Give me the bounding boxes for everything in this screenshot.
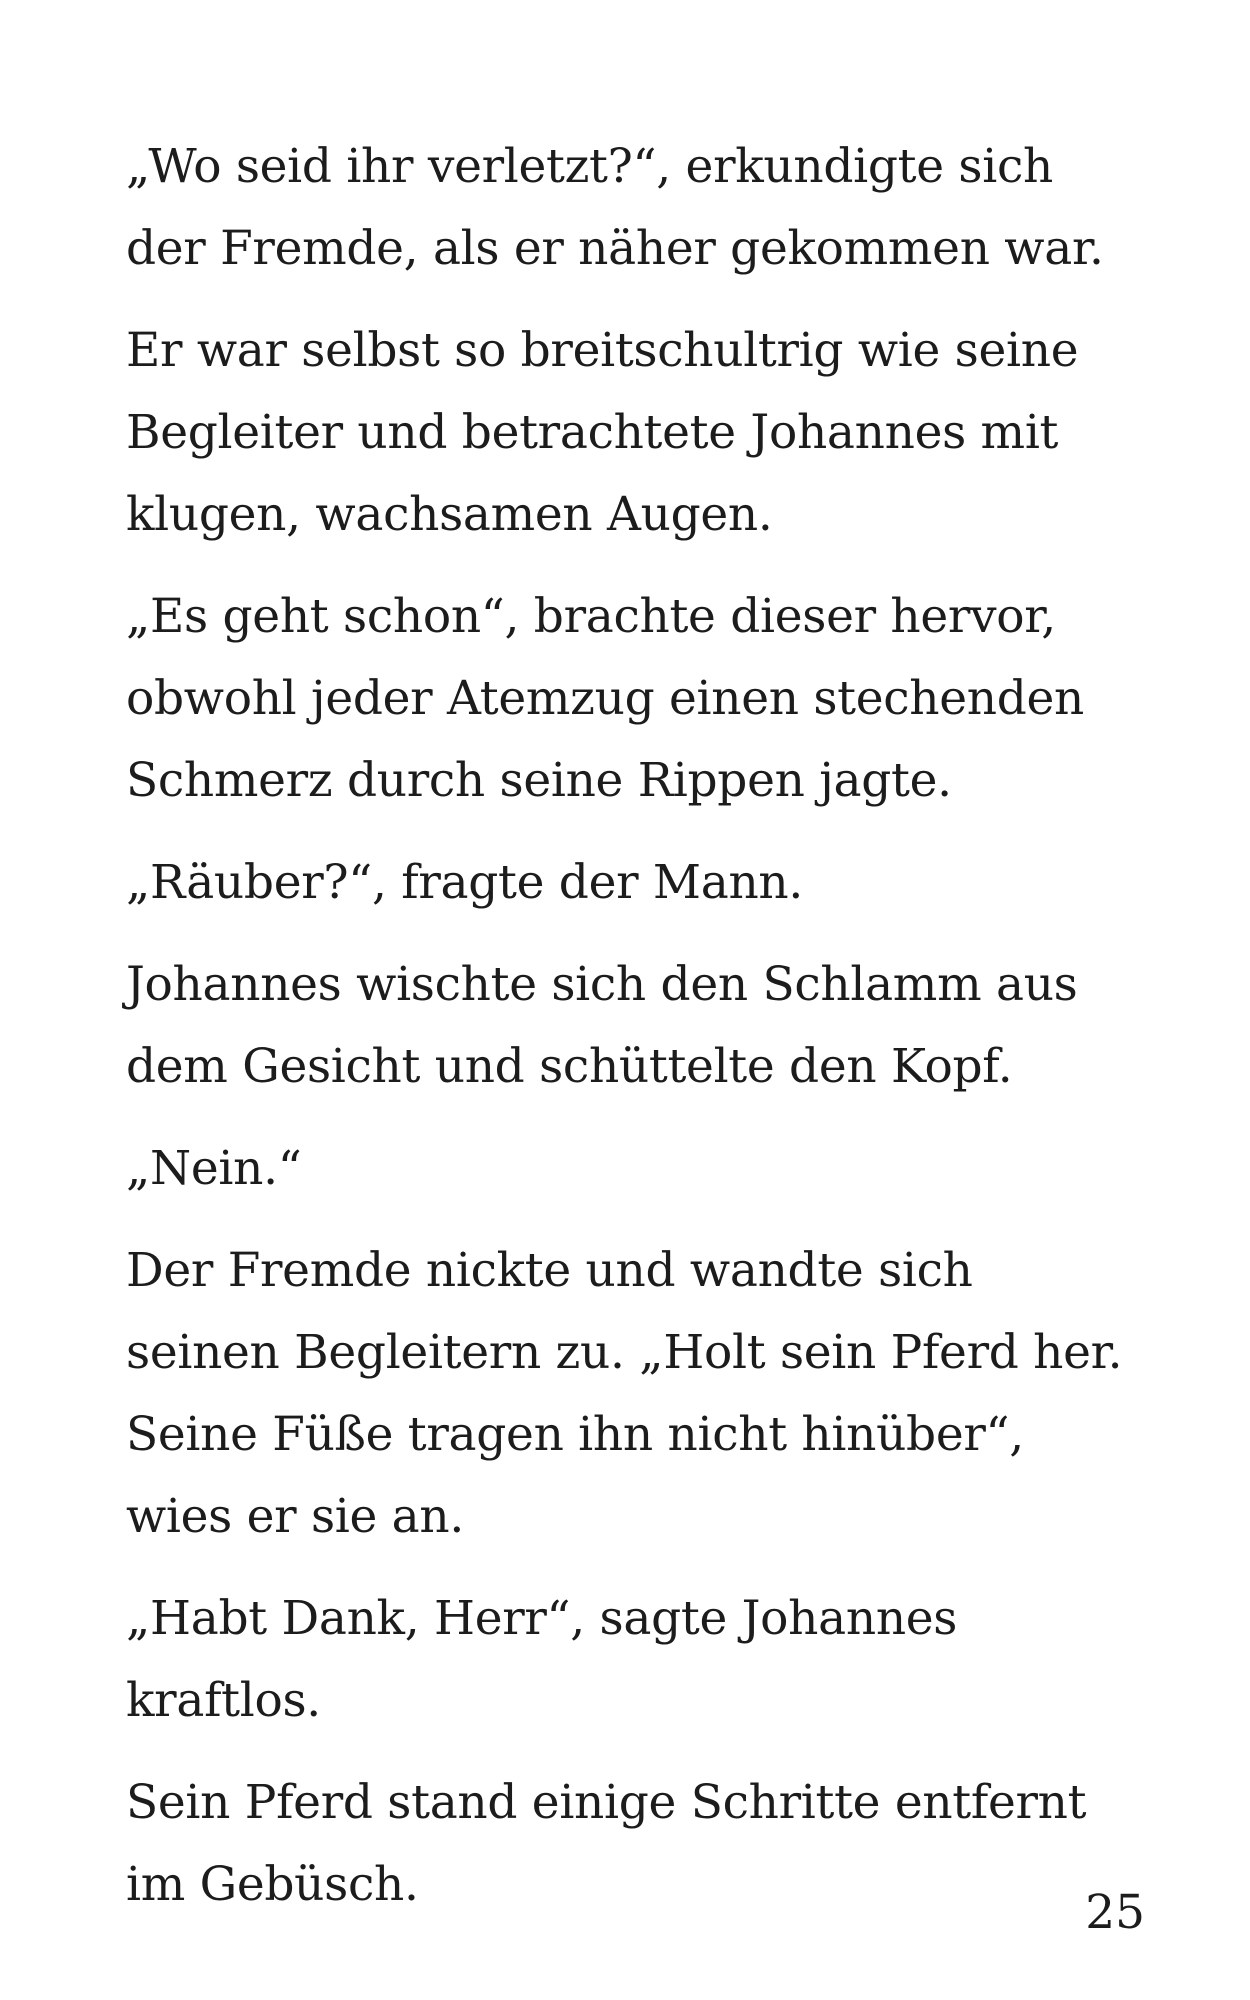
- paragraph: Der Fremde nickte und wandte sich seinen Begleitern zu. „Holt sein Pferd her. Seine Füße tragen ihn nicht hinüber“, wies er sie an.: [126, 1243, 1123, 1544]
- body-text: [126, 126, 1156, 1946]
- paragraph: „Es geht schon“, brachte dieser hervor, obwohl jeder Atemzug einen stechenden Schmerz durch seine Rippen jagte.: [126, 589, 1085, 808]
- paragraph: „Räuber?“, fragte der Mann.: [126, 855, 804, 910]
- paragraph: „Nein.“: [126, 1141, 302, 1196]
- paragraph: „Wo seid ihr verletzt?“, erkundigte sich der Fremde, als er näher gekommen war.: [126, 139, 1104, 276]
- paragraph: Sein Pferd stand einige Schritte entfernt im Gebüsch.: [126, 1775, 1087, 1912]
- paragraph: „Habt Dank, Herr“, sagte Johannes kraftlos.: [126, 1591, 958, 1728]
- paragraph: Johannes wischte sich den Schlamm aus dem Gesicht und schüttelte den Kopf.: [126, 957, 1078, 1094]
- page-number: 25: [1085, 1885, 1145, 1940]
- paragraph: Er war selbst so breitschultrig wie seine Begleiter und betrachtete Johannes mit klugen, wachsamen Augen.: [126, 323, 1079, 542]
